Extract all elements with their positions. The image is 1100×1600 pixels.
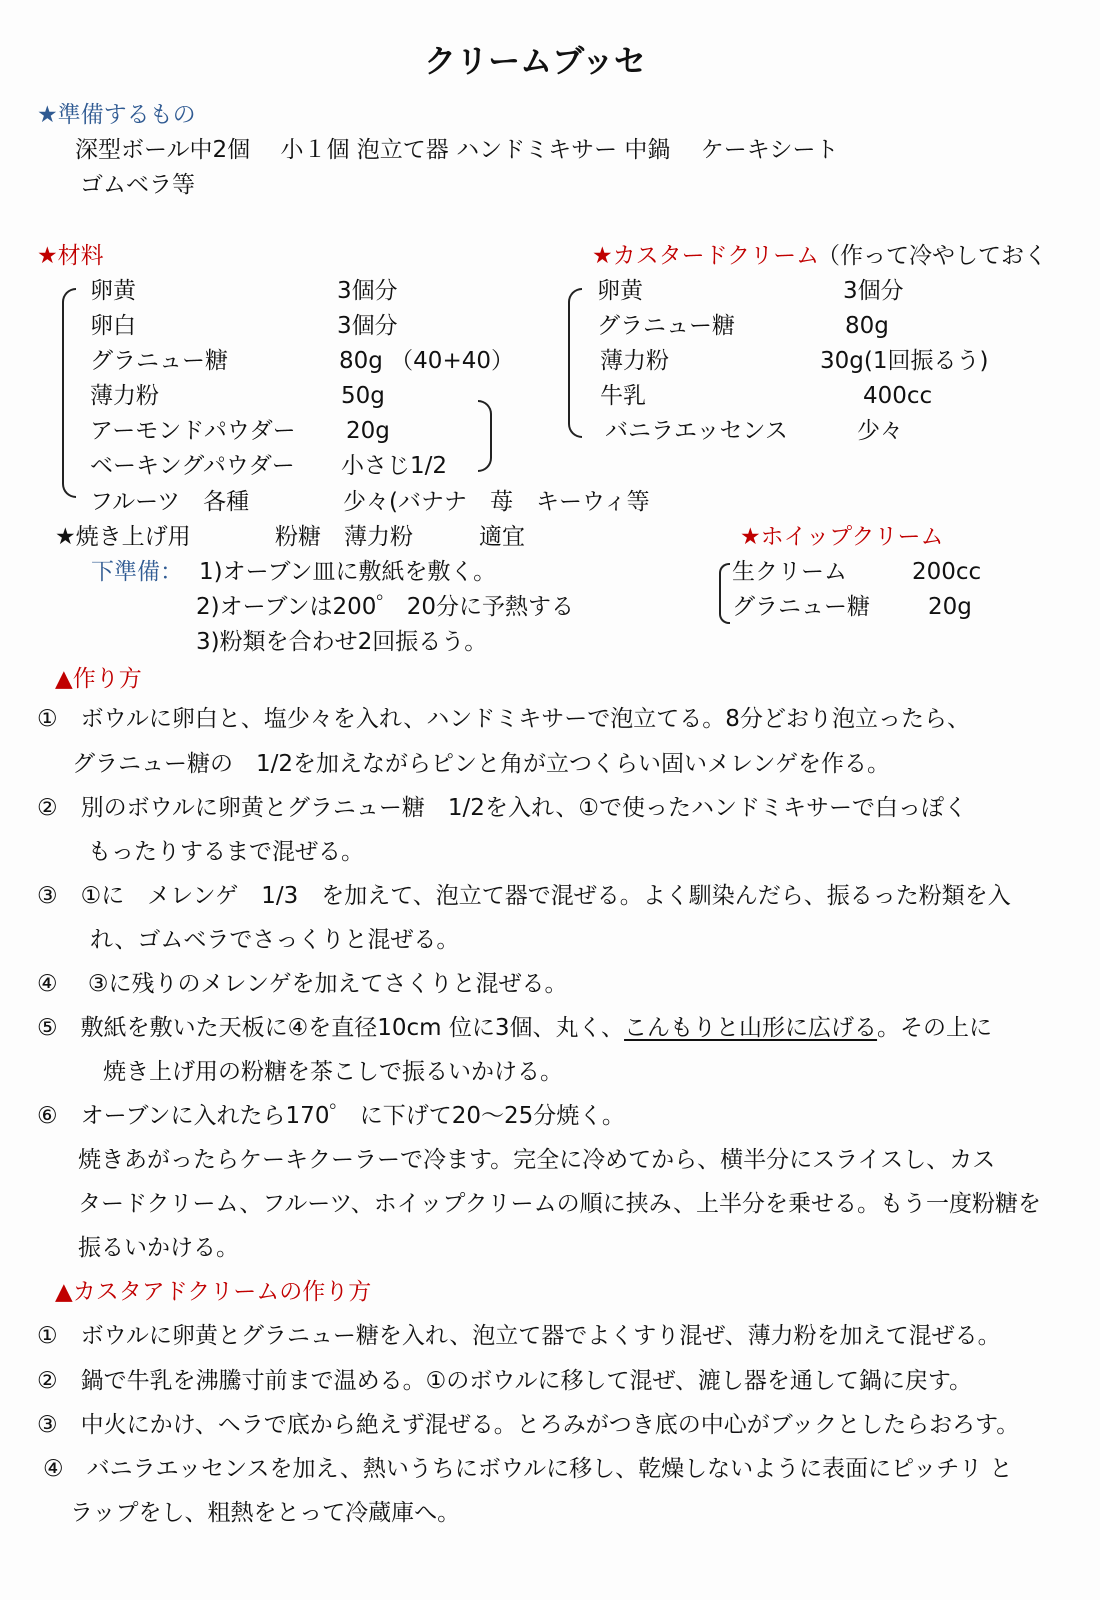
ingredient-amount: 50g bbox=[341, 383, 385, 409]
whip-ingredient-name: 生クリーム bbox=[732, 559, 847, 585]
method-line: ④ ③に残りのメレンゲを加えてさくりと混ぜる。 bbox=[37, 971, 568, 997]
custard-ingredient-name: 牛乳 bbox=[600, 383, 646, 409]
equipment-line-2: ゴムベラ等 bbox=[80, 172, 195, 198]
method-line: れ、ゴムベラでさっくりと混ぜる。 bbox=[90, 927, 460, 953]
preprep-step: 1)オーブン皿に敷紙を敷く。 bbox=[199, 559, 497, 585]
method-step-5 bbox=[37, 1013, 992, 1043]
method-line: ① ボウルに卵白と、塩少々を入れ、ハンドミキサーで泡立てる。8分どおり泡立ったら、 bbox=[37, 706, 970, 732]
method-line: 焼きあがったらケーキクーラーで冷ます。完全に冷めてから、横半分にスライスし、カス bbox=[78, 1147, 996, 1173]
method-line: グラニュー糖の 1/2を加えながらピンと角が立つくらい固いメレンゲを作る。 bbox=[72, 751, 890, 777]
method-line: 焼き上げ用の粉糖を茶こしで振るいかける。 bbox=[103, 1059, 563, 1085]
page-title: クリームブッセ bbox=[424, 42, 646, 80]
whip-heading: ★ホイップクリーム bbox=[740, 524, 944, 550]
custard-ingredient-name: 薄力粉 bbox=[600, 348, 669, 374]
ingredient-name: フルーツ 各種 bbox=[90, 489, 250, 515]
ingredients-brace bbox=[62, 288, 76, 498]
equipment-line-1: 深型ボール中2個 小１個 泡立て器 ハンドミキサー 中鍋 ケーキシート bbox=[75, 137, 839, 163]
finishing-label: ★焼き上げ用 bbox=[55, 524, 191, 550]
step5-text-end: 。その上に bbox=[877, 1015, 993, 1041]
ingredient-name: 卵黄 bbox=[90, 278, 136, 304]
custard-ingredient-amount: 少々 bbox=[857, 418, 903, 444]
ingredient-name: アーモンドパウダー bbox=[90, 418, 296, 444]
custard-ingredient-name: 卵黄 bbox=[597, 278, 643, 304]
custard-method-line: ① ボウルに卵黄とグラニュー糖を入れ、泡立て器でよくすり混ぜ、薄力粉を加えて混ぜる。 bbox=[37, 1323, 1001, 1349]
ingredient-amount: 少々(バナナ 苺 キーウィ等 bbox=[343, 489, 650, 515]
ingredient-amount: 20g bbox=[346, 418, 390, 444]
ingredient-name: 薄力粉 bbox=[90, 383, 159, 409]
custard-note: （作って冷やしておく bbox=[817, 243, 1047, 269]
ingredient-amount: 3個分 bbox=[337, 278, 398, 304]
method-line: タードクリーム、フルーツ、ホイップクリームの順に挟み、上半分を乗せる。もう一度粉糖を bbox=[78, 1191, 1042, 1217]
custard-ingredient-amount: 3個分 bbox=[843, 278, 904, 304]
custard-ingredient-amount: 400cc bbox=[863, 383, 933, 409]
custard-ingredient-name: バニラエッセンス bbox=[605, 418, 788, 444]
custard-ingredient-amount: 30g(1回振るう) bbox=[820, 348, 989, 374]
ingredients-heading: ★材料 bbox=[37, 243, 104, 269]
custard-method-line: ② 鍋で牛乳を沸騰寸前まで温める。①のボウルに移して混ぜ、漉し器を通して鍋に戻す。 bbox=[37, 1368, 973, 1394]
finishing-amount: 適宜 bbox=[479, 524, 525, 550]
ingredient-name: ベーキングパウダー bbox=[90, 453, 295, 479]
whip-ingredient-amount: 20g bbox=[928, 594, 972, 620]
finishing-items: 粉糖 薄力粉 bbox=[275, 524, 413, 550]
method-heading: ▲作り方 bbox=[55, 666, 142, 692]
step5-text: ⑤ 敷紙を敷いた天板に④を直径10cm 位に3個、丸く、 bbox=[37, 1015, 625, 1041]
method-line: ⑥ オーブンに入れたら170゜ に下げて20～25分焼く。 bbox=[37, 1103, 625, 1129]
custard-heading: ★カスタードクリーム bbox=[592, 243, 820, 269]
whip-ingredient-name: グラニュー糖 bbox=[732, 594, 870, 620]
custard-ingredient-amount: 80g bbox=[845, 313, 889, 339]
ingredient-amount: 小さじ1/2 bbox=[341, 453, 448, 479]
preprep-label: 下準備： bbox=[91, 559, 183, 585]
ingredient-amount: 80g （40+40） bbox=[339, 348, 514, 374]
whip-ingredient-amount: 200cc bbox=[912, 559, 982, 585]
preprep-step: 3)粉類を合わせ2回振るう。 bbox=[196, 629, 488, 655]
custard-ingredient-name: グラニュー糖 bbox=[597, 313, 735, 339]
method-line: 振るいかける。 bbox=[78, 1235, 239, 1261]
method-line: もったりするまで混ぜる。 bbox=[88, 839, 364, 865]
whip-brace bbox=[719, 563, 730, 624]
custard-method-heading: ▲カスタアドクリームの作り方 bbox=[55, 1279, 372, 1305]
custard-method-line: ④ バニラエッセンスを加え、熱いうちにボウルに移し、乾燥しないように表面にピッチリ と bbox=[43, 1456, 1013, 1482]
ingredient-name: グラニュー糖 bbox=[90, 348, 228, 374]
step5-underlined: こんもりと山形に広げる bbox=[624, 1015, 878, 1041]
custard-method-line: ③ 中火にかけ、ヘラで底から絶えず混ぜる。とろみがつき底の中心がブックとしたらおろす。 bbox=[37, 1412, 1020, 1438]
preprep-step: 2)オーブンは200゜ 20分に予熱する bbox=[196, 594, 575, 620]
ingredient-name: 卵白 bbox=[90, 313, 136, 339]
preparation-heading: ★準備するもの bbox=[37, 102, 196, 128]
method-line: ② 別のボウルに卵黄とグラニュー糖 1/2を入れ、①で使ったハンドミキサーで白っぽく bbox=[37, 795, 967, 821]
dry-ingredients-brace bbox=[478, 400, 492, 472]
method-line: ③ ①に メレンゲ 1/3 を加えて、泡立て器で混ぜる。よく馴染んだら、振るった粉類を入 bbox=[37, 883, 1011, 909]
ingredient-amount: 3個分 bbox=[337, 313, 398, 339]
custard-brace bbox=[568, 288, 582, 438]
custard-method-line: ラップをし、粗熱をとって冷蔵庫へ。 bbox=[70, 1500, 461, 1526]
